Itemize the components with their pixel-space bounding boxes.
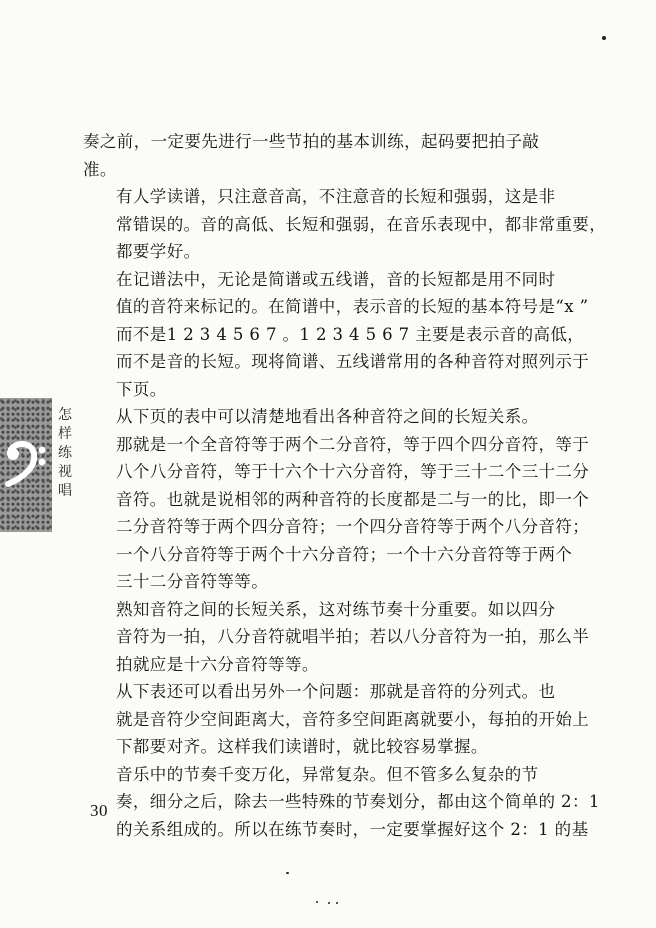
text-line: 熟知音符之间的长短关系，这对练节奏十分重要。如以四分: [116, 599, 556, 619]
text-line: 就是音符少空间距离大，音符多空间距离就要小，每拍的开始上: [116, 709, 590, 729]
text-line: 奏之前，一定要先进行一些节拍的基本训练，起码要把拍子敲: [83, 132, 540, 151]
paragraph: [83, 403, 590, 596]
side-title-char: 唱: [58, 483, 72, 499]
scan-mark: [286, 872, 289, 874]
paragraph: [83, 266, 590, 404]
paragraph: [83, 761, 600, 844]
text-line: 在记谱法中，无论是简谱或五线谱，音的长短都是用不同时: [116, 269, 556, 289]
text-line: 下页。: [116, 379, 167, 399]
text-line: 音符。也就是说相邻的两种音符的长度都是二与一的比，即一个: [116, 489, 590, 509]
text-line: 都要学好。: [116, 242, 201, 261]
text-line: 那就是一个全音符等于两个二分音符，等于四个四分音符，等于: [116, 434, 590, 454]
page-body: [83, 128, 607, 843]
scan-mark: [336, 902, 338, 904]
side-title-char: 怎: [58, 407, 72, 423]
text-line: 常错误的。音的高低、长短和强弱，在音乐表现中，都非常重要，: [116, 214, 607, 234]
scan-mark: [328, 902, 330, 904]
paragraph: [83, 596, 590, 679]
text-line: 下都要对齐。这样我们读谱时，就比较容易掌握。: [116, 737, 488, 756]
text-line: 二分音符等于两个四分音符；一个四分音符等于两个八分音符；: [116, 517, 590, 536]
side-book-title: [56, 406, 74, 501]
bass-clef-tab: [0, 398, 52, 532]
text-line: 一个八分音符等于两个十六分音符；一个十六分音符等于两个: [116, 544, 573, 564]
text-line: 拍就应是十六分音符等等。: [116, 654, 319, 674]
corner-dot: [602, 36, 606, 40]
text-line: 奏，细分之后，除去一些特殊的节奏划分，都由这个简单的 2：1: [116, 792, 600, 811]
text-line: 三十二分音符等等。: [116, 572, 269, 591]
page-number: 30: [90, 801, 108, 820]
text-line: 值的音符来标记的。在简谱中，表示音的长短的基本符号是“x ”: [116, 297, 589, 316]
text-line: 八个八分音符，等于十六个十六分音符，等于三十二个三十二分: [116, 462, 590, 481]
paragraph: [83, 128, 583, 183]
text-line: 音符为一拍，八分音符就唱半拍；若以八分音符为一拍，那么半: [116, 627, 590, 646]
scan-mark: [316, 901, 318, 903]
paragraph: [83, 183, 607, 266]
text-line: 从下表还可以看出另外一个问题：那就是音符的分列式。也: [116, 682, 556, 701]
text-line: 从下页的表中可以清楚地看出各种音符之间的长短关系。: [116, 407, 539, 426]
text-line: 准。: [83, 159, 117, 179]
bass-clef-icon: [4, 438, 50, 488]
text-line: 音乐中的节奏千变万化，异常复杂。但不管多么复杂的节: [116, 764, 539, 784]
side-title-char: 练: [58, 445, 72, 461]
text-line: 而不是音的长短。现将简谱、五线谱常用的各种音符对照列示于: [116, 352, 590, 371]
paragraph: [83, 678, 590, 761]
text-line: 的关系组成的。所以在练节奏时，一定要掌握好这个 2：1 的基: [116, 819, 589, 839]
text-line: 而不是1 2 3 4 5 6 7 。1 2 3 4 5 6 7 主要是表示音的高低，: [116, 324, 585, 344]
side-title-char: 样: [58, 426, 72, 442]
text-line: 有人学读谱，只注意音高，不注意音的长短和强弱，这是非: [116, 187, 556, 206]
side-title-char: 视: [58, 464, 72, 480]
